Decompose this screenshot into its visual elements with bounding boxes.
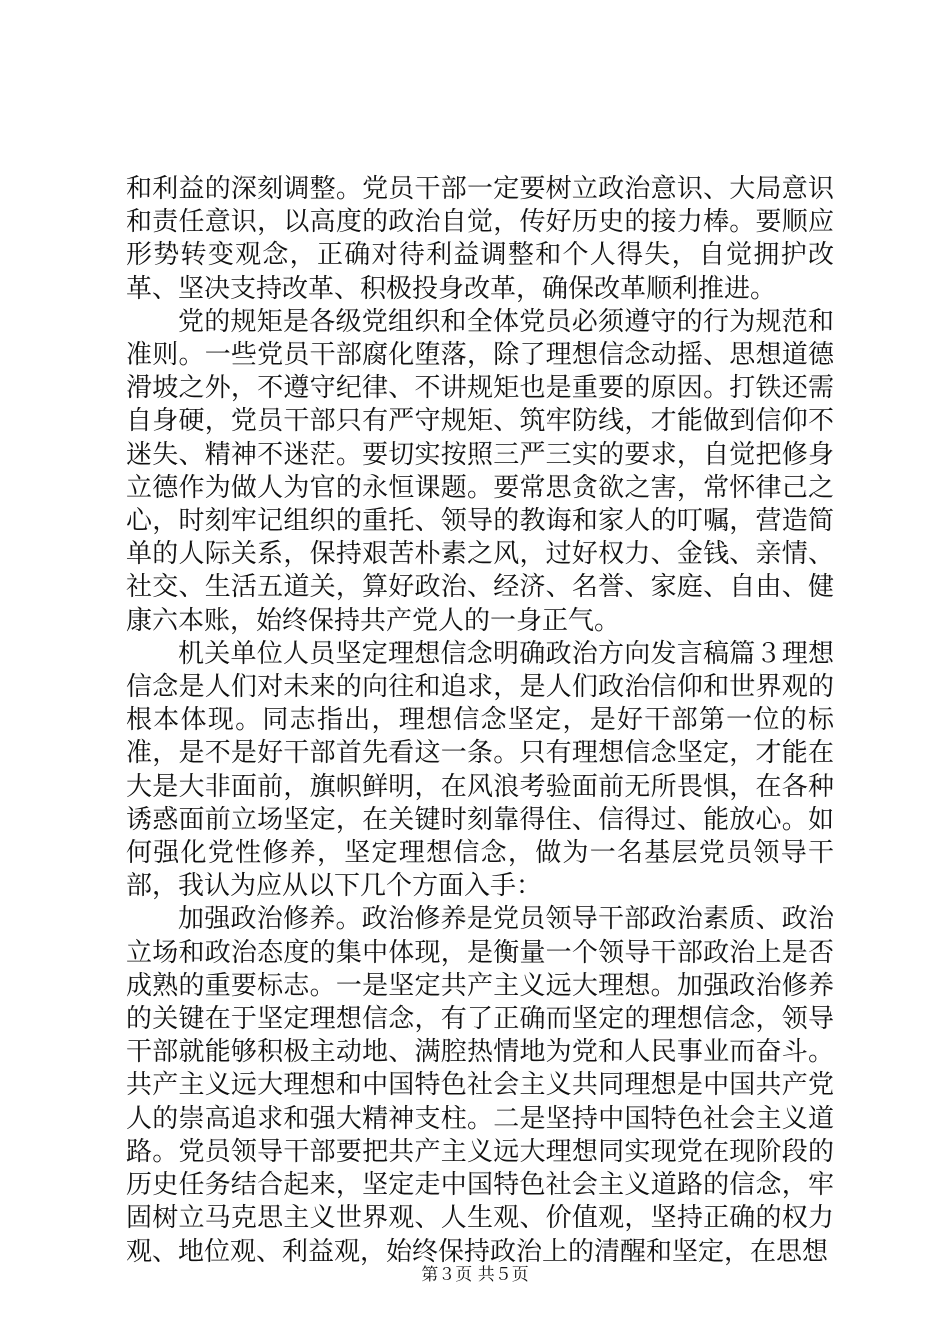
page-number-footer: 第３页 共５页 [421,1265,529,1285]
paragraph-2: 党的规矩是各级党组织和全体党员必须遵守的行为规范和准则。一些党员干部腐化堕落，除了理想信念动摇、思想道德滑坡之外，不遵守纪律、不讲规矩也是重要的原因。打铁还需自身硬，党员干部只有严守规矩、筑牢防线，才能做到信仰不迷失、精神不迷茫。要切实按照三严三实的要求，自觉把修身立德作为做人为官的永恒课题。要常思贪欲之害，常怀律己之心，时刻牢记组织的重托、领导的教诲和家人的叮嘱，营造简单的人际关系，保持艰苦朴素之风，过好权力、金钱、亲情、社交、生活五道关，算好政治、经济、名誉、家庭、自由、健康六本账，始终保持共产党人的一身正气。 [126,306,834,636]
document-body [126,173,834,1269]
paragraph-1: 和利益的深刻调整。党员干部一定要树立政治意识、大局意识和责任意识，以高度的政治自觉，传好历史的接力棒。要顺应形势转变观念，正确对待利益调整和个人得失，自觉拥护改革、坚决支持改革、积极投身改革，确保改革顺利推进。 [126,174,834,304]
paragraph-4: 加强政治修养。政治修养是党员领导干部政治素质、政治立场和政治态度的集中体现，是衡量一个领导干部政治上是否成熟的重要标志。一是坚定共产主义远大理想。加强政治修养的关键在于坚定理想信念，有了正确而坚定的理想信念，领导干部就能够积极主动地、满腔热情地为党和人民事业而奋斗。共产主义远大理想和中国特色社会主义共同理想是中国共产党人的崇高追求和强大精神支柱。二是坚持中国特色社会主义道路。党员领导干部要把共产主义远大理想同实现党在现阶段的历史任务结合起来，坚定走中国特色社会主义道路的信念，牢固树立马克思主义世界观、人生观、价值观，坚持正确的权力观、地位观、利益观，始终保持政治上的清醒和坚定，在思想 [126,904,834,1267]
paragraph-3: 机关单位人员坚定理想信念明确政治方向发言稿篇３理想信念是人们对未来的向往和追求，是人们政治信仰和世界观的根本体现。同志指出，理想信念坚定，是好干部第一位的标准，是不是好干部首先看这一条。只有理想信念坚定，才能在大是大非面前，旗帜鲜明，在风浪考验面前无所畏惧，在各种诱惑面前立场坚定，在关键时刻靠得住、信得过、能放心。如何强化党性修养，坚定理想信念，做为一名基层党员领导干部，我认为应从以下几个方面入手： [126,638,834,902]
